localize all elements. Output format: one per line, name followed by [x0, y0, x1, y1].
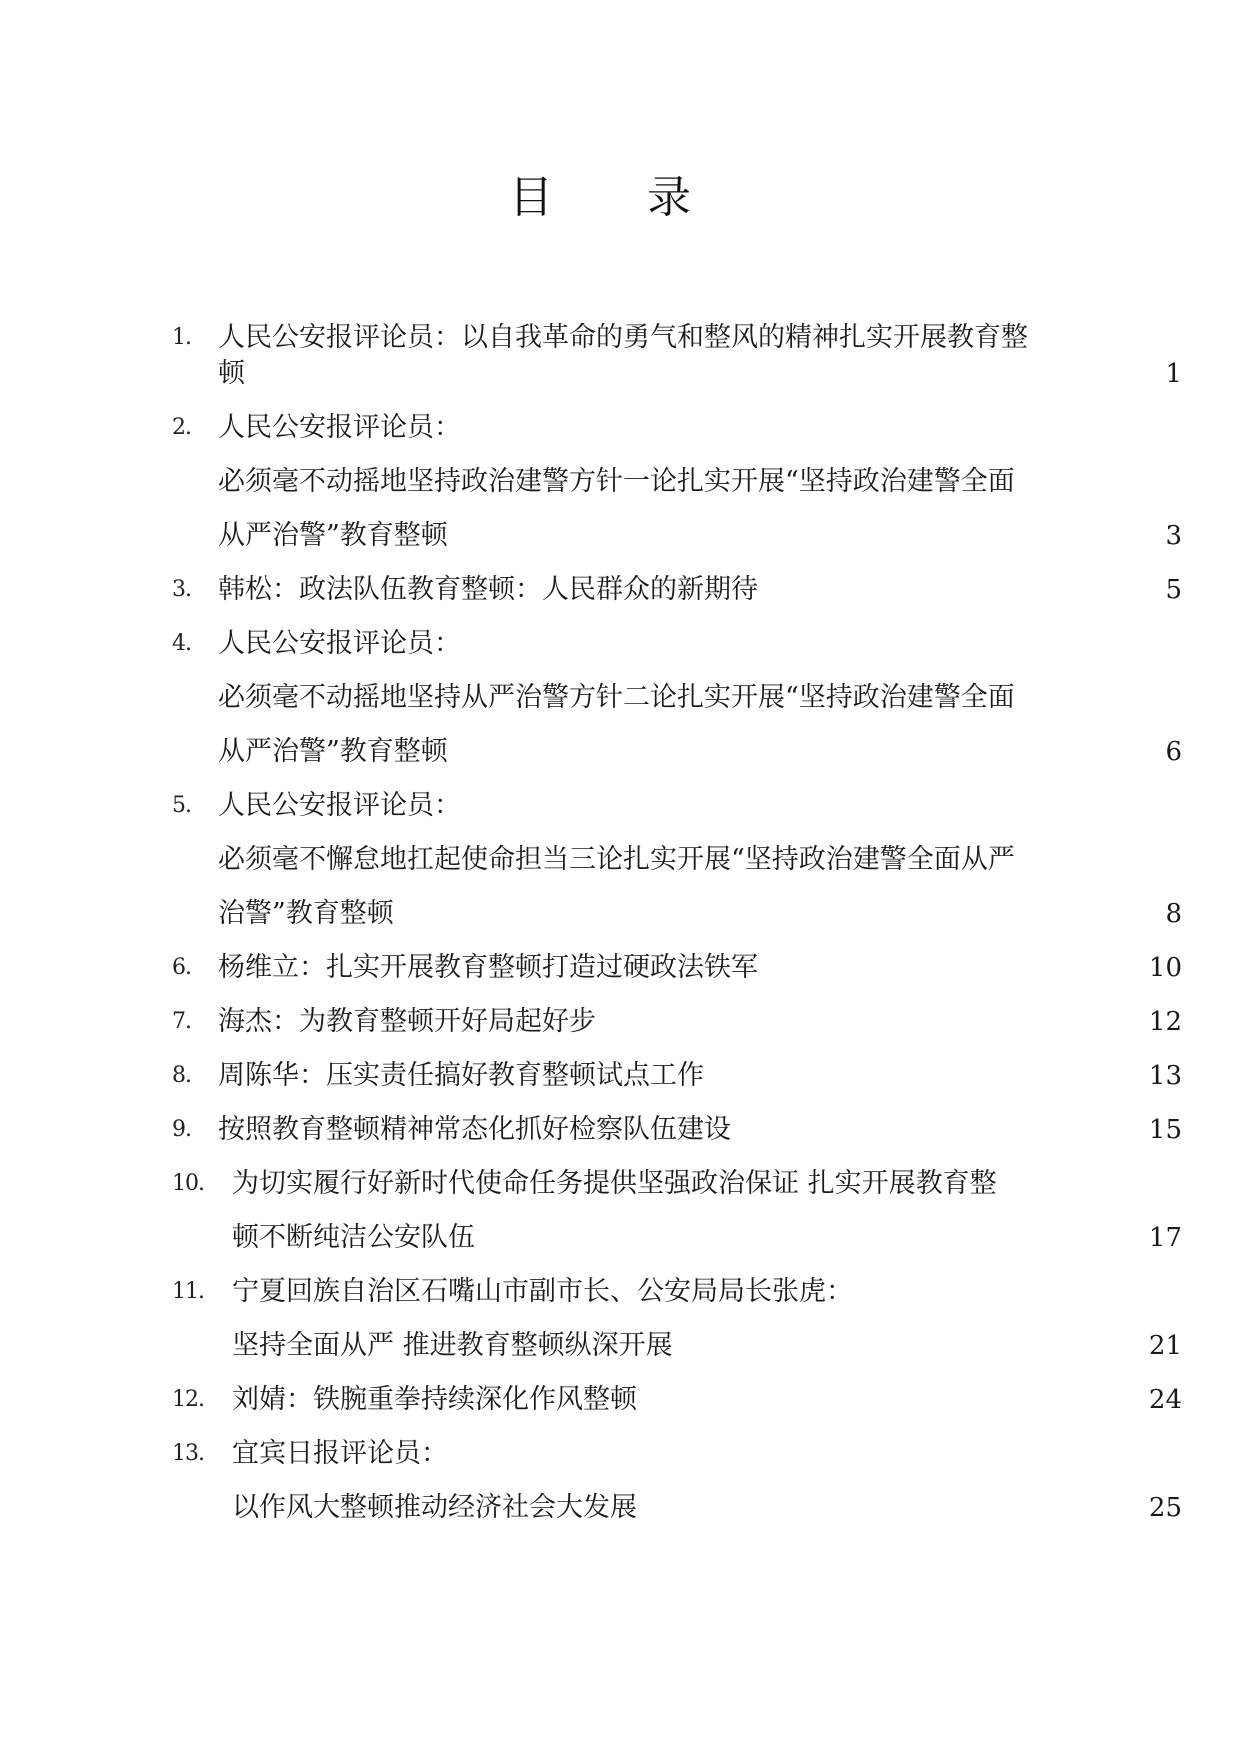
toc-entry-page: 25: [1148, 1493, 1182, 1523]
toc-entry-line: 从严治警”教育整顿: [218, 520, 448, 551]
toc-entry-number: 8.: [172, 1063, 191, 1088]
toc-entry-page: 15: [1148, 1115, 1182, 1145]
toc-entry-line: 必须毫不动摇地坚持政治建警方针一论扎实开展“坚持政治建警全面: [218, 466, 1015, 497]
toc-entry[interactable]: [172, 626, 1182, 770]
toc-entry[interactable]: [172, 1436, 1182, 1526]
toc-entry-page: 8: [1165, 899, 1182, 929]
toc-entry-number: 6.: [172, 955, 191, 980]
toc-entry-page: 3: [1165, 521, 1182, 551]
toc-entry-number: 1.: [172, 325, 191, 350]
toc-entry-number: 4.: [172, 631, 191, 656]
toc-entry-number: 3.: [172, 577, 191, 602]
toc-entry-page: 13: [1148, 1061, 1182, 1091]
toc-entry-line: 宁夏回族自治区石嘴山市副市长、公安局局长张虎：: [232, 1276, 853, 1307]
toc-entry-line: 以作风大整顿推动经济社会大发展: [232, 1492, 637, 1523]
toc-entry-line: 杨维立：扎实开展教育整顿打造过硬政法铁军: [218, 952, 758, 983]
toc-entry-page: 6: [1165, 737, 1182, 767]
toc-entry-number: 13.: [172, 1441, 204, 1466]
toc-entry-line: 顿: [218, 358, 245, 389]
toc-entry[interactable]: [172, 950, 1182, 986]
toc-entry[interactable]: [172, 788, 1182, 932]
toc-entry-page: 12: [1148, 1007, 1182, 1037]
toc-entry-page: 21: [1148, 1331, 1182, 1361]
toc-entry[interactable]: [172, 1274, 1182, 1364]
toc-entry-line: 宜宾日报评论员：: [232, 1438, 448, 1469]
toc-entry[interactable]: [172, 1112, 1182, 1148]
toc-entry-line: 海杰：为教育整顿开好局起好步: [218, 1006, 596, 1037]
toc-entry-number: 5.: [172, 793, 191, 818]
toc-entry-line: 周陈华：压实责任搞好教育整顿试点工作: [218, 1060, 704, 1091]
toc-entry-line: 刘婧：铁腕重拳持续深化作风整顿: [232, 1384, 637, 1415]
toc-entry-line: 必须毫不懈怠地扛起使命担当三论扎实开展“坚持政治建警全面从严: [218, 844, 1015, 875]
toc-entry-number: 10.: [172, 1171, 204, 1196]
toc-entry[interactable]: [172, 1382, 1182, 1418]
toc-entry-line: 人民公安报评论员：: [218, 628, 461, 659]
toc-entry-line: 韩松：政法队伍教育整顿：人民群众的新期待: [218, 574, 758, 605]
toc-entry-number: 11.: [172, 1279, 204, 1304]
toc-entry-number: 9.: [172, 1117, 191, 1142]
toc-entry-line: 为切实履行好新时代使命任务提供坚强政治保证 扎实开展教育整: [232, 1168, 997, 1199]
toc-entry[interactable]: [172, 572, 1182, 608]
toc-entry-page: 17: [1148, 1223, 1182, 1253]
toc-entry-number: 2.: [172, 415, 191, 440]
toc-entry[interactable]: [172, 1166, 1182, 1256]
toc-entry-number: 12.: [172, 1387, 204, 1412]
table-of-contents: [172, 320, 1182, 1544]
toc-entry[interactable]: [172, 1058, 1182, 1094]
toc-entry-page: 5: [1165, 575, 1182, 605]
toc-entry-page: 24: [1148, 1385, 1182, 1415]
toc-entry-line: 人民公安报评论员：: [218, 790, 461, 821]
toc-entry-line: 从严治警”教育整顿: [218, 736, 448, 767]
toc-entry[interactable]: [172, 320, 1182, 392]
toc-entry-number: 7.: [172, 1009, 191, 1034]
toc-entry-line: 必须毫不动摇地坚持从严治警方针二论扎实开展“坚持政治建警全面: [218, 682, 1015, 713]
toc-entry-line: 治警”教育整顿: [218, 898, 394, 929]
toc-entry-line: 顿不断纯洁公安队伍: [232, 1222, 475, 1253]
toc-entry-line: 坚持全面从严 推进教育整顿纵深开展: [232, 1330, 673, 1361]
toc-entry-line: 人民公安报评论员：: [218, 412, 461, 443]
page-title: 目 录: [509, 172, 731, 223]
toc-entry-line: 按照教育整顿精神常态化抓好检察队伍建设: [218, 1114, 731, 1145]
toc-entry-page: 10: [1148, 953, 1182, 983]
toc-entry-line: 人民公安报评论员：以自我革命的勇气和整风的精神扎实开展教育整: [218, 322, 1028, 353]
toc-entry-page: 1: [1165, 359, 1182, 389]
toc-entry[interactable]: [172, 1004, 1182, 1040]
toc-entry[interactable]: [172, 410, 1182, 554]
